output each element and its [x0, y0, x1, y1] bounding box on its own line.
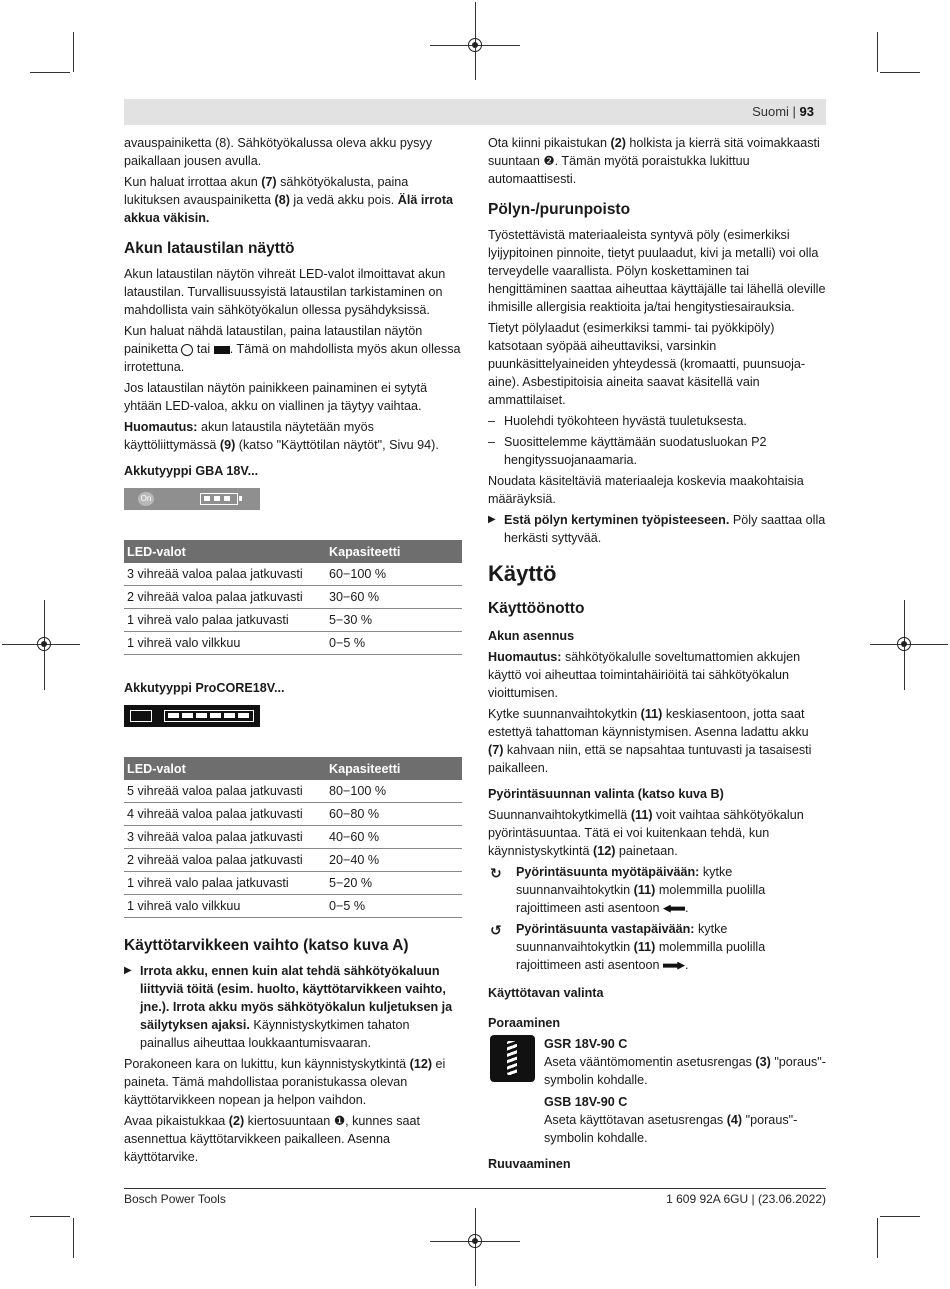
model-name: GSB 18V-90 C: [544, 1095, 628, 1109]
battery-icon: [200, 493, 238, 505]
model-instruction: Aseta käyttötavan asetusrengas (4) "poraus"-symbolin kohdalle.: [544, 1113, 798, 1145]
crop-mark: [880, 1216, 920, 1217]
paragraph: Kun haluat irrottaa akun (7) sähkötyökalusta, paina lukituksen avauspainiketta (8) ja vedä akku pois. Älä irrota akkua väkisin.: [124, 175, 454, 225]
crop-mark: [30, 72, 70, 73]
list-item: – Huolehdi työkohteen hyvästä tuuletuksesta.: [488, 412, 826, 430]
paragraph: avauspainiketta (8). Sähkötyökalussa oleva akku pysyy paikallaan jousen avulla.: [124, 136, 433, 168]
model-name: GSR 18V-90 C: [544, 1037, 628, 1051]
table-row: 1 vihreä valo vilkkuu 0−5 %: [124, 632, 462, 655]
drilling-mode-block: [488, 1035, 826, 1147]
chapter-heading: Käyttö: [488, 561, 557, 586]
battery-icon: [130, 710, 152, 722]
table-row: 2 vihreää valoa palaa jatkuvasti 20−40 %: [124, 849, 462, 872]
table-header: LED-valot: [124, 540, 326, 563]
page-number: 93: [799, 104, 814, 119]
counterclockwise-rotation-icon: ↺: [490, 922, 502, 938]
table-header: Kapasiteetti: [326, 757, 462, 780]
table-row: 3 vihreää valoa palaa jatkuvasti 40−60 %: [124, 826, 462, 849]
right-column: [488, 134, 826, 1176]
subsection-heading: Akun asennus: [488, 629, 575, 643]
paragraph: Noudata käsiteltäviä materiaaleja koskevia maakohtaisia määräyksiä.: [488, 474, 804, 506]
warning-bullet: ▶ Estä pölyn kertyminen työpisteeseen. Pöly saattaa olla herkästi syttyvää.: [488, 511, 826, 547]
subsection-heading: Käyttötavan valinta: [488, 986, 604, 1000]
header-language: Suomi: [752, 104, 789, 119]
subsection-heading: Pyörintäsuunnan valinta (katso kuva B): [488, 787, 724, 801]
drill-bit-icon: [490, 1035, 535, 1082]
section-heading: Pölyn-/purunpoisto: [488, 201, 631, 218]
led-button-icon: [181, 344, 193, 356]
footer-left: Bosch Power Tools: [124, 1192, 226, 1206]
table-row: 5 vihreää valoa palaa jatkuvasti 80−100 %: [124, 780, 462, 803]
list-item: – Suosittelemme käyttämään suodatusluokan P2 hengityssuojanaamaria.: [488, 433, 826, 469]
battery-type-heading: Akkutyyppi GBA 18V...: [124, 464, 259, 478]
battery-button-icon: [214, 346, 230, 354]
table-row: 3 vihreää valoa palaa jatkuvasti 60−100 %: [124, 563, 462, 586]
warning-bullet: ▶ Irrota akku, ennen kuin alat tehdä sähkötyökaluun liittyviä töitä (esim. huolto, käyttötarvikkeen vaihto, jne.). Irrota akku myös sähkötyökalun kuljetuksen ja säilytyksen ajaksi. Käynnistyskytkimen tahaton painallus aiheuttaa loukkaantumisvaaran.: [124, 962, 462, 1052]
paragraph: Tietyt pölylaadut (esimerkiksi tammi- tai pyökkipöly) katsotaan syöpää aiheuttaviksi, varsinkin puunkäsittelyaineiden yhteydessä (kromaatti, puunsuoja-aine). Asbestipitoisia aineita saavat käsitellä vain ammattilaiset.: [488, 321, 806, 407]
section-heading: Käyttöönotto: [488, 600, 585, 617]
rotation-counterclockwise-item: ↺ Pyörintäsuunta vastapäivään: kytke suunnanvaihtokytkin (11) molemmilla puolilla rajoittimeen asti asentoon .: [490, 922, 766, 972]
table-header: Kapasiteetti: [326, 540, 462, 563]
paragraph: Avaa pikaistukkaa (2) kiertosuuntaan ❶, kunnes saat asennettua käyttötarvikkeen paikalleen. Asenna käyttötarvike.: [124, 1114, 421, 1164]
arrow-right-icon: [663, 962, 685, 970]
paragraph: Työstettävistä materiaaleista syntyvä pöly (esimerkiksi lyijypitoinen pinnoite, tietyt puulaadut, kivi ja metalli) voi olla terveydelle vaarallista. Pölyn koskettaminen tai hengittäminen saattaa aiheuttaa käyttäjälle tai lähellä oleville ihmisille allergisia reaktioita ja/tai hengitystiesairauksia.: [488, 228, 826, 314]
crop-mark: [880, 72, 920, 73]
mode-heading: Ruuvaaminen: [488, 1157, 571, 1171]
led-table-gba: [124, 540, 462, 655]
crop-mark: [73, 32, 74, 72]
led-table-procore: [124, 757, 462, 918]
section-heading: Käyttötarvikkeen vaihto (katso kuva A): [124, 937, 409, 954]
page-header: [124, 99, 826, 125]
section-heading: Akun lataustilan näyttö: [124, 240, 295, 257]
crop-mark: [30, 1216, 70, 1217]
registration-target-icon: [897, 637, 911, 651]
note-paragraph: Huomautus: sähkötyökalulle soveltumattomien akkujen käyttö voi aiheuttaa toimintahäiriöitä tai sähkötyökalun vioittumisen.: [488, 650, 801, 700]
paragraph: Ota kiinni pikaistukan (2) holkista ja kierrä sitä voimakkaasti suuntaan ❷. Tämän myötä poraistukka lukittuu automaattisesti.: [488, 136, 820, 186]
table-row: 2 vihreää valoa palaa jatkuvasti 30−60 %: [124, 586, 462, 609]
left-column: [124, 134, 462, 1169]
registration-target-icon: [468, 38, 482, 52]
paragraph: Porakoneen kara on lukittu, kun käynnistyskytkintä (12) ei paineta. Tämä mahdollistaa poranistukassa olevan käyttötarvikkeen nopean ja helpon vaihdon.: [124, 1057, 446, 1107]
footer-rule: [124, 1188, 826, 1189]
registration-target-icon: [37, 637, 51, 651]
battery-type-heading: Akkutyyppi ProCORE18V...: [124, 681, 285, 695]
footer-right: 1 609 92A 6GU | (23.06.2022): [666, 1192, 826, 1206]
paragraph: Jos lataustilan näytön painikkeen painaminen ei sytytä yhtään LED-valoa, akku on viallinen ja täytyy vaihtaa.: [124, 381, 428, 413]
crop-mark: [877, 32, 878, 72]
header-text: Suomi | 93: [752, 104, 814, 119]
arrow-left-icon: [663, 905, 685, 913]
model-instruction: Aseta vääntömomentin asetusrengas (3) "poraus"-symbolin kohdalle.: [544, 1055, 826, 1087]
note-paragraph: Huomautus: akun lataustila näytetään myös käyttöliittymässä (9) (katso "Käyttötilan näytöt", Sivu 94).: [124, 420, 439, 452]
mode-heading: Poraaminen: [488, 1016, 561, 1030]
procore-battery-indicator: [124, 705, 260, 727]
crop-mark: [877, 1218, 878, 1258]
table-row: 1 vihreä valo vilkkuu 0−5 %: [124, 895, 462, 918]
led-bar-icon: [164, 710, 254, 722]
gba-battery-indicator: [124, 488, 260, 510]
table-row: 1 vihreä valo palaa jatkuvasti 5−30 %: [124, 609, 462, 632]
table-header: LED-valot: [124, 757, 326, 780]
model-block: [544, 1035, 826, 1147]
clockwise-rotation-icon: ↻: [490, 865, 502, 881]
rotation-clockwise-item: ↻ Pyörintäsuunta myötäpäivään: kytke suunnanvaihtokytkin (11) molemmilla puolilla rajoittimeen asti asentoon .: [490, 865, 766, 915]
crop-mark: [73, 1218, 74, 1258]
registration-target-icon: [468, 1234, 482, 1248]
paragraph: Akun lataustilan näytön vihreät LED-valot ilmoittavat akun lataustilan. Turvallisuussyistä lataustilan tarkistaminen on mahdollista vain sähkötyökalun ollessa pysähdyksissä.: [124, 267, 446, 317]
table-row: 1 vihreä valo palaa jatkuvasti 5−20 %: [124, 872, 462, 895]
paragraph: Kytke suunnanvaihtokytkin (11) keskiasentoon, jotta saat estettyä tahattoman käynnistymisen. Asenna ladattu akku (7) kahvaan niin, että se napsahtaa tuntuvasti ja tasaisesti paikalleen.: [488, 707, 812, 775]
paragraph: Suunnanvaihtokytkimellä (11) voit vaihtaa sähkötyökalun pyörintäsuuntaa. Tätä ei voi kuitenkaan tehdä, kun käynnistyskytkintä (12) painetaan.: [488, 808, 804, 858]
paragraph: Kun haluat nähdä lataustilan, paina lataustilan näytön painiketta tai . Tämä on mahdollista myös akun ollessa irrotettuna.: [124, 324, 461, 374]
table-row: 4 vihreää valoa palaa jatkuvasti 60−80 %: [124, 803, 462, 826]
on-button-icon: On: [138, 492, 154, 506]
